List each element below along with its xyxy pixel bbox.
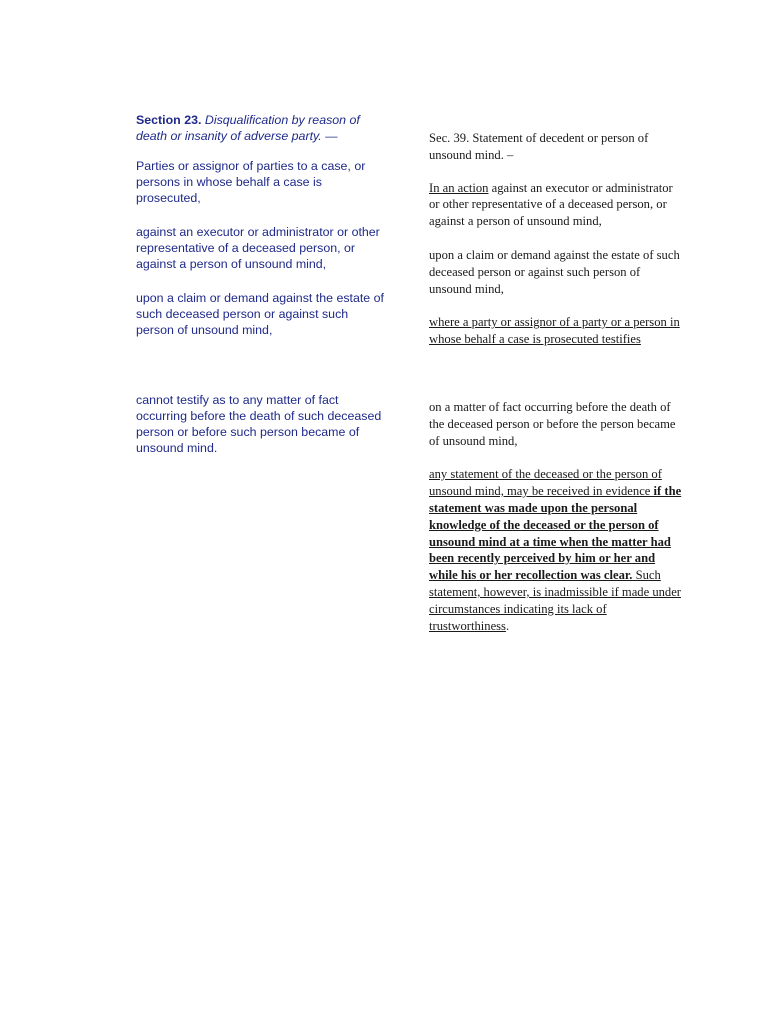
right-column-new-rule (429, 130, 685, 634)
right-underlined-in-an-action: In an action (429, 180, 489, 195)
right-p1-rest: against an executor or administrator or other representative of a deceased person, or against a person of unsound mind, (429, 180, 673, 229)
right-heading: Sec. 39. Statement of decedent or person of unsound mind. – (429, 131, 649, 162)
right-p5-tail: Such statement, however, is inadmissible if made under circumstances indicating its lack of trustworthiness (429, 568, 682, 633)
right-p5-lead: any statement of the deceased or the person of unsound mind, may be received in evidence (429, 467, 662, 499)
left-paragraph-cannot-testify: cannot testify as to any matter of fact occurring before the death of such deceased person or before such person became of unsound mind. (136, 393, 382, 455)
right-paragraph-in-an-action (429, 180, 685, 230)
right-p5-bold-condition: if the statement was made upon the personal knowledge of the deceased or the person of unsound mind at a time when the matter had been recently perceived by him or her and while his or her recollection was clear. (429, 484, 682, 583)
left-section-number: Section 23. (136, 113, 202, 127)
right-paragraph-statement-received (429, 466, 685, 634)
left-column-old-rule (136, 112, 388, 456)
right-p5-end: . (505, 618, 510, 633)
left-paragraph-parties: Parties or assignor of parties to a case, or persons in whose behalf a case is prosecuted, (136, 159, 366, 205)
right-paragraph-claim-or-demand: upon a claim or demand against the estate of such deceased person or against such person of unsound mind, (429, 247, 680, 296)
left-heading (136, 112, 388, 144)
right-paragraph-party-testifies: where a party or assignor of a party or a person in whose behalf a case is prosecuted testifies (429, 315, 680, 347)
right-paragraph-matter-of-fact: on a matter of fact occurring before the death of the deceased person or before the person became of unsound mind, (429, 399, 676, 448)
left-paragraph-claim-or-demand: upon a claim or demand against the estate of such deceased person or against such person of unsound mind, (136, 291, 384, 337)
left-section-title: Disqualification by reason of death or insanity of adverse party. — (136, 113, 360, 143)
left-paragraph-against-executor: against an executor or administrator or other representative of a deceased person, or against a person of unsound mind, (136, 225, 380, 271)
